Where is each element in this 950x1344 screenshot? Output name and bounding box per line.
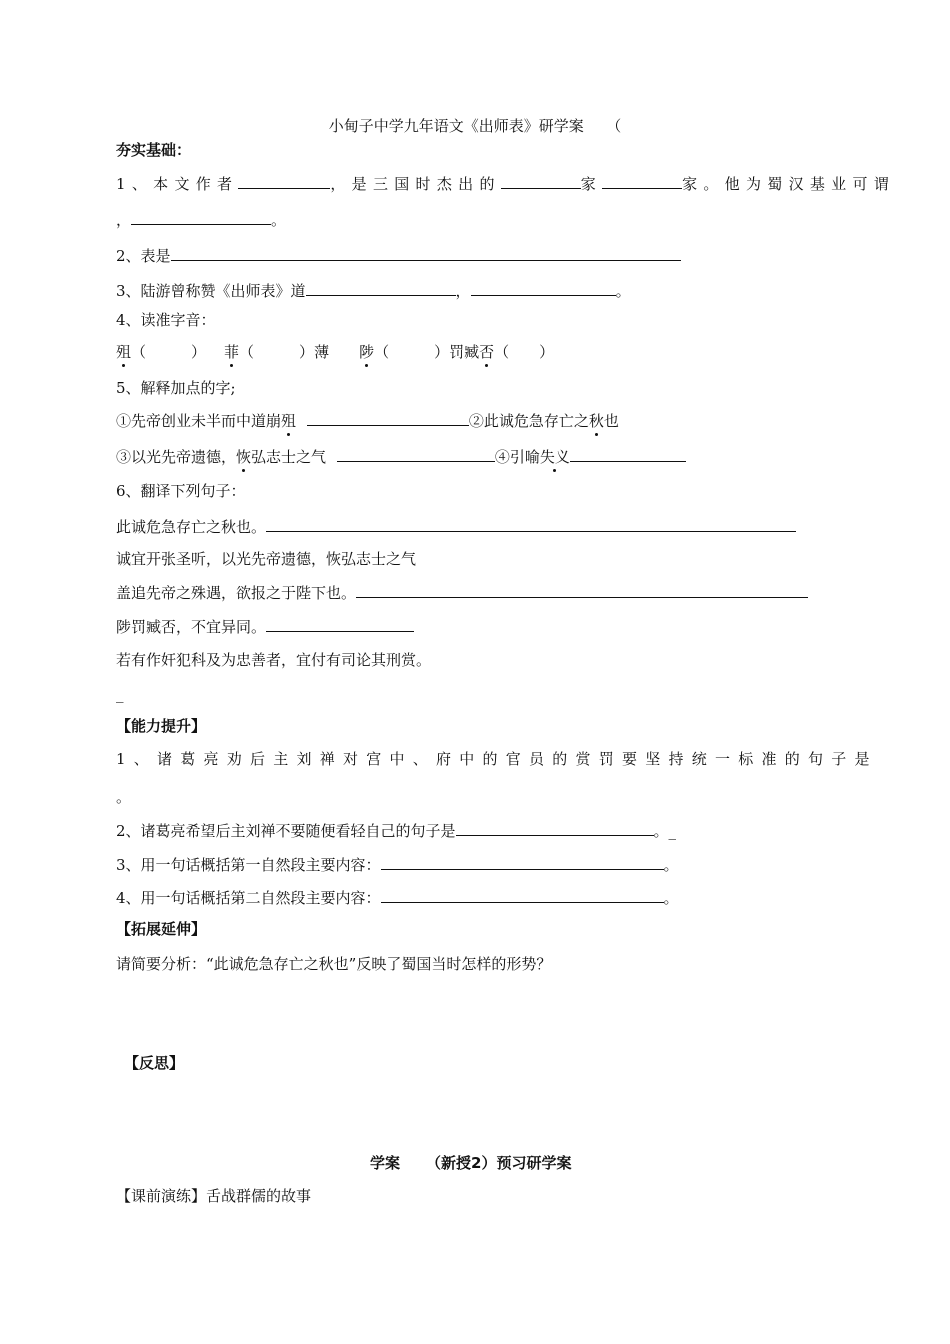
translate-4 [116,616,414,637]
q5-item-3-end: 弘志士之气 [251,448,327,466]
question-5-row-2 [116,446,686,467]
practice-text: 舌战群儒的故事 [206,1187,312,1205]
question-1 [116,173,895,194]
translate-4-blank[interactable] [266,616,414,632]
q1-text-a: 1、本文作者 [116,175,239,193]
ability-q3-end: 。 [663,856,679,874]
q2-text: 2、表是 [116,247,171,265]
ability-q2-text: 2、诸葛亮希望后主刘禅不要随便看轻自己的句子是 [116,822,456,840]
biao-blank[interactable] [171,245,681,261]
q5-item-4-dot: 失义 [539,448,570,466]
translate-3-blank[interactable] [356,582,808,598]
char-pi: 否 [479,343,495,361]
char-cu: 殂 [116,343,132,361]
question-3 [116,280,631,301]
q5-item-3-dot: 恢 [236,448,252,466]
translate-1 [116,516,796,537]
page-title: 小甸子中学九年语文《出师表》研学案 （ [328,117,622,135]
q5-item-2-dot: 秋 [588,412,604,430]
char-fei: 菲 [224,343,240,361]
role2-blank[interactable] [602,173,682,189]
question-5-row-1 [116,410,619,431]
q3-comma: ， [455,282,471,300]
q5-item-4: ④引喻 [494,448,540,466]
paren-fei[interactable]: （ ） [239,343,315,361]
translate-5: 若有作奸犯科及为忠善者，宜付有司论其刑赏。 [116,651,432,669]
question-2 [116,245,681,266]
ability-q4 [116,887,679,908]
ability-q2-end: 。_ [653,822,677,840]
char-zhi: 陟 [359,343,375,361]
ability-q3-blank[interactable] [381,854,664,870]
q5-blank-1[interactable] [307,410,469,426]
q5-item-2: ②此诚危急存亡之 [468,412,589,430]
practice-label: 【课前演练】 [116,1187,207,1205]
q5-item-1: ①先帝创业未半而中道崩 [116,412,282,430]
practice-line [116,1186,311,1206]
next-title-b: （新授2）预习研学案 [426,1154,572,1172]
translate-2: 诚宜开张圣听，以光先帝遗德，恢弘志士之气 [116,550,417,568]
translate-3-text: 盖追先帝之殊遇，欲报之于陛下也。 [116,584,357,602]
paren-cu[interactable]: （ ） [131,343,207,361]
q3-text: 3、陆游曾称赞《出师表》道 [116,282,306,300]
q1-text-b: ，是三国时杰出的 [330,175,501,193]
role1-blank[interactable] [501,173,581,189]
ability-q2-blank[interactable] [456,820,654,836]
ability-q2 [116,820,676,841]
question-6-label: 6、翻译下列句子： [116,482,246,500]
translate-4-text: 陟罚臧否，不宜异同。 [116,618,267,636]
ability-q1: 1、诸葛亮劝后主刘禅对宫中、府中的官员的赏罚要坚持统一标准的句子是 [116,750,878,768]
q1-text-e: ， [116,211,132,229]
extend-heading: 【拓展延伸】 [116,920,207,938]
translate-6: _ [116,685,124,703]
ability-q3 [116,854,679,875]
question-5-label: 5、解释加点的字; [116,379,236,397]
paren-pi[interactable]: （ ） [494,343,555,361]
next-title-a: 学案 [370,1154,401,1172]
paren-zhi[interactable]: （ ） [374,343,450,361]
question-1-cont [116,209,286,230]
q5-item-3: ③以光先帝遗德， [116,448,237,466]
ability-q4-end: 。 [663,889,679,907]
question-4-label: 4、读准字音： [116,311,216,329]
luyou-blank-2[interactable] [471,280,616,296]
char-bo: 薄 [314,343,330,361]
translate-3 [116,582,808,603]
q5-item-2-end: 也 [603,412,619,430]
question-4-items [116,342,554,362]
ability-q4-blank[interactable] [381,887,664,903]
basics-heading: 夯实基础： [116,141,192,159]
ability-q4-text: 4、用一句话概括第二自然段主要内容： [116,889,381,907]
ability-q1-end: 。 [116,788,132,806]
q1-text-d: 家。他为蜀汉基业可谓 [682,175,896,193]
q1-text-c: 家 [580,175,603,193]
q5-blank-3[interactable] [337,446,495,462]
translate-1-blank[interactable] [266,516,796,532]
extend-q1: 请简要分析：“此诚危急存亡之秋也”反映了蜀国当时怎样的形势？ [116,955,552,973]
ability-heading: 【能力提升】 [116,717,207,735]
next-title [370,1153,571,1173]
char-fazang: 罚臧 [449,343,480,361]
reflect-heading: 【反思】 [124,1054,185,1072]
q3-end: 。 [615,282,631,300]
contribution-blank[interactable] [131,209,271,225]
author-blank[interactable] [238,173,330,189]
ability-q3-text: 3、用一句话概括第一自然段主要内容： [116,856,381,874]
q1-text-f: 。 [271,211,287,229]
translate-1-text: 此诚危急存亡之秋也。 [116,518,267,536]
luyou-blank-1[interactable] [306,280,456,296]
q5-item-1-dot: 殂 [281,412,297,430]
q5-blank-4[interactable] [570,446,686,462]
